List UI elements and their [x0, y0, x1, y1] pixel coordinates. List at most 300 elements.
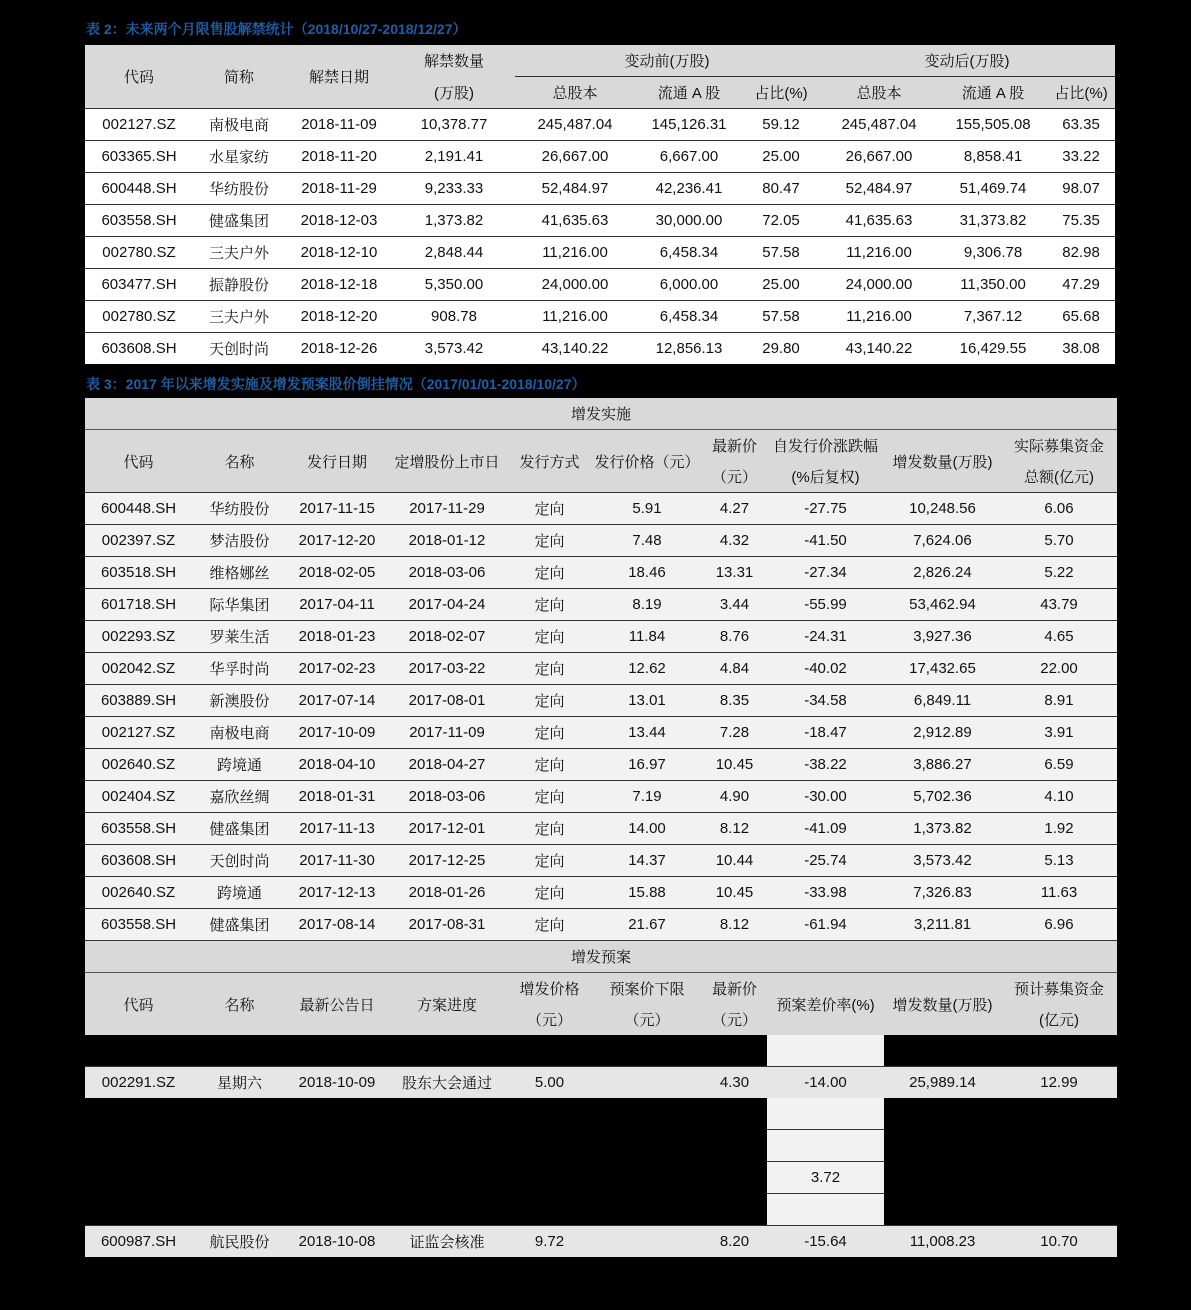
table-cell: 12,856.13 [635, 333, 743, 365]
placement-table [85, 398, 1117, 1257]
table-cell: 002291.SZ [85, 1067, 192, 1099]
table-row [85, 301, 1115, 333]
table-cell: 2018-01-12 [387, 525, 507, 557]
table-cell: 98.07 [1047, 173, 1115, 205]
table-cell: -14.00 [767, 1067, 884, 1099]
table-cell: 8.35 [702, 685, 767, 717]
table-cell: 15.88 [592, 877, 702, 909]
table-cell: 2017-11-30 [287, 845, 387, 877]
table-cell: 2018-10-09 [287, 1067, 387, 1099]
col-raised-unit: 总额(亿元) [1001, 461, 1117, 493]
table-row [85, 589, 1117, 621]
table-cell: 82.98 [1047, 237, 1115, 269]
col-progress: 方案进度 [387, 973, 507, 1036]
table-row [85, 173, 1115, 205]
table-row [85, 909, 1117, 941]
table-cell: -24.31 [767, 621, 884, 653]
col-shares: 增发数量(万股) [884, 973, 1001, 1036]
col-issue-date: 发行日期 [287, 430, 387, 493]
table-cell: 4.30 [702, 1067, 767, 1099]
table-cell: 43.79 [1001, 589, 1117, 621]
table-cell: 证监会核准 [387, 1226, 507, 1258]
table-cell: 75.35 [1047, 205, 1115, 237]
col-change: 自发行价涨跌幅 [767, 430, 884, 462]
table-cell: 水星家纺 [193, 141, 285, 173]
table-cell: 健盛集团 [192, 909, 287, 941]
col-after-ratio: 占比(%) [1047, 77, 1115, 109]
table-cell: -40.02 [767, 653, 884, 685]
table-cell: 1,373.82 [393, 205, 515, 237]
table-cell: 2018-02-07 [387, 621, 507, 653]
table-cell: 维格娜丝 [192, 557, 287, 589]
table-cell: 42,236.41 [635, 173, 743, 205]
table-cell: 603558.SH [85, 205, 193, 237]
table-cell: 8.91 [1001, 685, 1117, 717]
table-cell: 2017-08-14 [287, 909, 387, 941]
table-cell: 7.48 [592, 525, 702, 557]
table-row [85, 749, 1117, 781]
table-cell: 5,702.36 [884, 781, 1001, 813]
table-cell: 2017-12-20 [287, 525, 387, 557]
table-cell: 2018-12-03 [285, 205, 393, 237]
table-cell: 002042.SZ [85, 653, 192, 685]
table-cell: 2,191.41 [393, 141, 515, 173]
table-row [85, 557, 1117, 589]
table-cell: 5.70 [1001, 525, 1117, 557]
table-cell: 3.44 [702, 589, 767, 621]
table-cell: -41.09 [767, 813, 884, 845]
table-cell: 6,667.00 [635, 141, 743, 173]
table-cell: 002127.SZ [85, 717, 192, 749]
table-cell: 30,000.00 [635, 205, 743, 237]
table-cell: 梦洁股份 [192, 525, 287, 557]
table-cell: 2017-11-29 [387, 493, 507, 525]
table-cell: 罗莱生活 [192, 621, 287, 653]
col-qty: 解禁数量 [393, 45, 515, 77]
table-cell: 2018-11-29 [285, 173, 393, 205]
col-before-float: 流通 A 股 [635, 77, 743, 109]
table-cell: 31,373.82 [939, 205, 1047, 237]
table-cell: 7,326.83 [884, 877, 1001, 909]
table-cell: 10.70 [1001, 1226, 1117, 1258]
table-cell: 10,378.77 [393, 109, 515, 141]
table-cell: 8.20 [702, 1226, 767, 1258]
table-cell: 002127.SZ [85, 109, 193, 141]
table-cell: 33.22 [1047, 141, 1115, 173]
col-announce-date: 最新公告日 [287, 973, 387, 1036]
table-cell: 4.32 [702, 525, 767, 557]
col-shares: 增发数量(万股) [884, 430, 1001, 493]
table-cell: 8.19 [592, 589, 702, 621]
table-cell: 华孚时尚 [192, 653, 287, 685]
table-cell: 健盛集团 [193, 205, 285, 237]
table-cell: 38.08 [1047, 333, 1115, 365]
table-cell: 2018-01-31 [287, 781, 387, 813]
table-cell: 定向 [507, 909, 592, 941]
table-cell: 2017-07-14 [287, 685, 387, 717]
table-row [85, 493, 1117, 525]
col-after-float: 流通 A 股 [939, 77, 1047, 109]
table-cell: 2017-02-23 [287, 653, 387, 685]
table-cell: 1.92 [1001, 813, 1117, 845]
table-cell: 2018-11-09 [285, 109, 393, 141]
table-cell: 5.13 [1001, 845, 1117, 877]
col-code: 代码 [85, 973, 192, 1036]
table-cell: 2,826.24 [884, 557, 1001, 589]
table-cell: 6,458.34 [635, 237, 743, 269]
band-proposed: 增发预案 [85, 941, 1117, 973]
table-cell: 603477.SH [85, 269, 193, 301]
table-cell: -15.64 [767, 1226, 884, 1258]
table-cell: 3,886.27 [884, 749, 1001, 781]
gap-row [85, 1162, 1117, 1194]
table-cell: 2017-03-22 [387, 653, 507, 685]
table-row [85, 717, 1117, 749]
table-cell: 2017-04-11 [287, 589, 387, 621]
table-cell: 3.91 [1001, 717, 1117, 749]
table-cell: 57.58 [743, 301, 819, 333]
table-cell: 53,462.94 [884, 589, 1001, 621]
table-cell: 603558.SH [85, 909, 192, 941]
table-cell: 2017-12-01 [387, 813, 507, 845]
blank-cell [767, 1130, 884, 1162]
table-cell: 定向 [507, 589, 592, 621]
col-floor-unit: （元） [592, 1004, 702, 1035]
table-cell: 9,233.33 [393, 173, 515, 205]
table-cell: -38.22 [767, 749, 884, 781]
table-row [85, 845, 1117, 877]
col-name: 简称 [193, 45, 285, 109]
table-cell: -25.74 [767, 845, 884, 877]
table-cell: 6.96 [1001, 909, 1117, 941]
table-cell: 600448.SH [85, 493, 192, 525]
table-cell: 603365.SH [85, 141, 193, 173]
table-cell: 2018-12-18 [285, 269, 393, 301]
table-cell: 47.29 [1047, 269, 1115, 301]
table-cell: 22.00 [1001, 653, 1117, 685]
table-cell: 41,635.63 [819, 205, 939, 237]
table-cell: 11.63 [1001, 877, 1117, 909]
table-row [85, 109, 1115, 141]
table-cell: 6,000.00 [635, 269, 743, 301]
table-cell: 51,469.74 [939, 173, 1047, 205]
table-cell: -61.94 [767, 909, 884, 941]
table-cell: 2017-11-09 [387, 717, 507, 749]
col-before-ratio: 占比(%) [743, 77, 819, 109]
table-row [85, 781, 1117, 813]
table-cell: 定向 [507, 877, 592, 909]
table-cell: 603889.SH [85, 685, 192, 717]
table-cell: 10.45 [702, 749, 767, 781]
table-cell: 24,000.00 [515, 269, 635, 301]
table-cell: 43,140.22 [515, 333, 635, 365]
col-latest-unit: （元） [702, 461, 767, 493]
col-name: 名称 [192, 430, 287, 493]
table-cell: 145,126.31 [635, 109, 743, 141]
table-cell: 41,635.63 [515, 205, 635, 237]
table-cell: 2018-03-06 [387, 557, 507, 589]
table-cell: 21.67 [592, 909, 702, 941]
group-before: 变动前(万股) [515, 45, 819, 77]
table-row [85, 1067, 1117, 1099]
gap-row [85, 1130, 1117, 1162]
table-cell: 4.84 [702, 653, 767, 685]
table-cell: 2018-11-20 [285, 141, 393, 173]
table-cell: 2,912.89 [884, 717, 1001, 749]
col-floor: 预案价下限 [592, 973, 702, 1005]
col-raise: 预计募集资金 [1001, 973, 1117, 1005]
table-cell: 2018-10-08 [287, 1226, 387, 1258]
table-row [85, 205, 1115, 237]
table-cell: 8,858.41 [939, 141, 1047, 173]
table-cell: 603608.SH [85, 333, 193, 365]
table-cell: 14.37 [592, 845, 702, 877]
table-cell [592, 1226, 702, 1258]
table-row [85, 621, 1117, 653]
table-cell: 13.44 [592, 717, 702, 749]
table-cell: 603518.SH [85, 557, 192, 589]
table-cell: 245,487.04 [819, 109, 939, 141]
table-cell: 2018-03-06 [387, 781, 507, 813]
blank-cell [767, 1035, 884, 1067]
table-cell: -27.34 [767, 557, 884, 589]
col-issue-price: 发行价格（元） [592, 430, 702, 493]
table-cell: 52,484.97 [515, 173, 635, 205]
table-cell: 三夫户外 [193, 237, 285, 269]
table-cell: -55.99 [767, 589, 884, 621]
table-cell: 16.97 [592, 749, 702, 781]
table-cell: -30.00 [767, 781, 884, 813]
table-cell: 7,367.12 [939, 301, 1047, 333]
col-latest: 最新价 [702, 430, 767, 462]
table-cell: 星期六 [192, 1067, 287, 1099]
group-after: 变动后(万股) [819, 45, 1115, 77]
table-cell: 5,350.00 [393, 269, 515, 301]
table-cell: 4.27 [702, 493, 767, 525]
table-cell: 25,989.14 [884, 1067, 1001, 1099]
table-row [85, 877, 1117, 909]
table-cell: 2017-11-15 [287, 493, 387, 525]
table-cell: 2018-01-26 [387, 877, 507, 909]
table-cell: 11,216.00 [515, 237, 635, 269]
table-row [85, 333, 1115, 365]
table-cell: 11,216.00 [819, 301, 939, 333]
table-cell: 2017-12-13 [287, 877, 387, 909]
col-price: 增发价格 [507, 973, 592, 1005]
band-implemented: 增发实施 [85, 398, 1117, 430]
table-cell: 2017-08-31 [387, 909, 507, 941]
table-cell: 10.44 [702, 845, 767, 877]
table-cell: 13.31 [702, 557, 767, 589]
table-row [85, 269, 1115, 301]
blank-cell [767, 1098, 884, 1130]
table-cell: -27.75 [767, 493, 884, 525]
table-cell: 定向 [507, 653, 592, 685]
table-cell: 600448.SH [85, 173, 193, 205]
table3-title: 表 3：2017 年以来增发实施及增发预案股价倒挂情况（2017/01/01-2018/10/27） [86, 376, 586, 392]
table-row [85, 813, 1117, 845]
table-cell: 26,667.00 [515, 141, 635, 173]
table-cell: -33.98 [767, 877, 884, 909]
table-cell: 002397.SZ [85, 525, 192, 557]
table-row [85, 237, 1115, 269]
table-cell: 8.12 [702, 813, 767, 845]
table-cell: 2018-02-05 [287, 557, 387, 589]
table2-title: 表 2：未来两个月限售股解禁统计（2018/10/27-2018/12/27） [86, 21, 467, 37]
table-cell: 002640.SZ [85, 749, 192, 781]
table-cell: 定向 [507, 845, 592, 877]
col-raise-unit: (亿元) [1001, 1004, 1117, 1035]
table-cell: 10.45 [702, 877, 767, 909]
table-cell: 11.84 [592, 621, 702, 653]
table-cell: 59.12 [743, 109, 819, 141]
table-row [85, 685, 1117, 717]
table-cell: 80.47 [743, 173, 819, 205]
table-cell: 华纺股份 [192, 493, 287, 525]
table-cell: 002640.SZ [85, 877, 192, 909]
table-row [85, 1226, 1117, 1258]
table-cell: 南极电商 [193, 109, 285, 141]
table-cell: 63.35 [1047, 109, 1115, 141]
table-cell: 际华集团 [192, 589, 287, 621]
col-latest: 最新价 [702, 973, 767, 1005]
col-after-total: 总股本 [819, 77, 939, 109]
table-cell: 新澳股份 [192, 685, 287, 717]
table-cell: 7.28 [702, 717, 767, 749]
table-cell: 天创时尚 [192, 845, 287, 877]
table-cell: 002293.SZ [85, 621, 192, 653]
table-cell: 4.65 [1001, 621, 1117, 653]
table-cell: 振静股份 [193, 269, 285, 301]
table-cell: 12.99 [1001, 1067, 1117, 1099]
table-cell [592, 1067, 702, 1099]
table-cell: 南极电商 [192, 717, 287, 749]
table-cell: 3,573.42 [393, 333, 515, 365]
table-cell: 定向 [507, 749, 592, 781]
table-cell: 2017-12-25 [387, 845, 507, 877]
table-cell: 908.78 [393, 301, 515, 333]
table-cell: 2017-11-13 [287, 813, 387, 845]
table-cell: 航民股份 [192, 1226, 287, 1258]
table-cell: 4.10 [1001, 781, 1117, 813]
table-cell: 11,216.00 [819, 237, 939, 269]
table-cell: 2017-08-01 [387, 685, 507, 717]
table-cell: 1,373.82 [884, 813, 1001, 845]
table-cell: 155,505.08 [939, 109, 1047, 141]
table-cell: 定向 [507, 621, 592, 653]
gap-row [85, 1194, 1117, 1226]
col-list-date: 定增股份上市日 [387, 430, 507, 493]
table-cell: 603608.SH [85, 845, 192, 877]
gap-row [85, 1035, 1117, 1067]
table-cell: 跨境通 [192, 749, 287, 781]
table-cell: 跨境通 [192, 877, 287, 909]
table-cell: 29.80 [743, 333, 819, 365]
table-cell: 65.68 [1047, 301, 1115, 333]
table-cell: 16,429.55 [939, 333, 1047, 365]
table-cell: 43,140.22 [819, 333, 939, 365]
blank-cell [767, 1194, 884, 1226]
table-cell: 4.90 [702, 781, 767, 813]
col-price-unit: （元） [507, 1004, 592, 1035]
table-cell: 定向 [507, 685, 592, 717]
table-cell: 定向 [507, 717, 592, 749]
table-cell: 定向 [507, 813, 592, 845]
table-cell: 2018-12-10 [285, 237, 393, 269]
table-cell: 2018-01-23 [287, 621, 387, 653]
table-cell: 11,216.00 [515, 301, 635, 333]
table-cell: 2018-12-26 [285, 333, 393, 365]
table-cell: 245,487.04 [515, 109, 635, 141]
col-spread: 预案差价率(%) [767, 973, 884, 1036]
col-name: 名称 [192, 973, 287, 1036]
table-cell: 2018-04-27 [387, 749, 507, 781]
table-cell: 600987.SH [85, 1226, 192, 1258]
table-cell: 603558.SH [85, 813, 192, 845]
table-cell: 6,849.11 [884, 685, 1001, 717]
table-cell: 3,211.81 [884, 909, 1001, 941]
table-cell: 14.00 [592, 813, 702, 845]
col-before-total: 总股本 [515, 77, 635, 109]
table-cell: 5.00 [507, 1067, 592, 1099]
table-cell: 7.19 [592, 781, 702, 813]
table-cell: 3,927.36 [884, 621, 1001, 653]
table-cell: 三夫户外 [193, 301, 285, 333]
table-cell: -18.47 [767, 717, 884, 749]
table-cell: 26,667.00 [819, 141, 939, 173]
gap-row [85, 1098, 1117, 1130]
table-cell: 6,458.34 [635, 301, 743, 333]
table-cell: -34.58 [767, 685, 884, 717]
table-cell: 17,432.65 [884, 653, 1001, 685]
table-cell: 2017-10-09 [287, 717, 387, 749]
table-cell: 11,008.23 [884, 1226, 1001, 1258]
table-cell: 25.00 [743, 141, 819, 173]
table-cell: 7,624.06 [884, 525, 1001, 557]
table-cell: 天创时尚 [193, 333, 285, 365]
table-cell: 5.22 [1001, 557, 1117, 589]
table-cell: 定向 [507, 781, 592, 813]
table-cell: 股东大会通过 [387, 1067, 507, 1099]
col-date: 解禁日期 [285, 45, 393, 109]
table-cell: 57.58 [743, 237, 819, 269]
table-cell: 3,573.42 [884, 845, 1001, 877]
table-cell: 002404.SZ [85, 781, 192, 813]
table-cell: 2018-04-10 [287, 749, 387, 781]
col-qty-unit: (万股) [393, 77, 515, 109]
table-cell: 11,350.00 [939, 269, 1047, 301]
table-cell: 2,848.44 [393, 237, 515, 269]
col-code: 代码 [85, 430, 192, 493]
table-cell: 6.06 [1001, 493, 1117, 525]
table-cell: 定向 [507, 525, 592, 557]
table-cell: 72.05 [743, 205, 819, 237]
table-cell: 8.12 [702, 909, 767, 941]
table-cell: 定向 [507, 493, 592, 525]
table-cell: 6.59 [1001, 749, 1117, 781]
table-cell: 5.91 [592, 493, 702, 525]
table-cell: 9,306.78 [939, 237, 1047, 269]
table-cell: 华纺股份 [193, 173, 285, 205]
lockup-expiry-table [85, 45, 1115, 364]
table-cell: 10,248.56 [884, 493, 1001, 525]
col-method: 发行方式 [507, 430, 592, 493]
table-cell: 24,000.00 [819, 269, 939, 301]
table-cell: 12.62 [592, 653, 702, 685]
table-row [85, 525, 1117, 557]
orphan-value-cell: 3.72 [767, 1162, 884, 1194]
table-cell: 18.46 [592, 557, 702, 589]
